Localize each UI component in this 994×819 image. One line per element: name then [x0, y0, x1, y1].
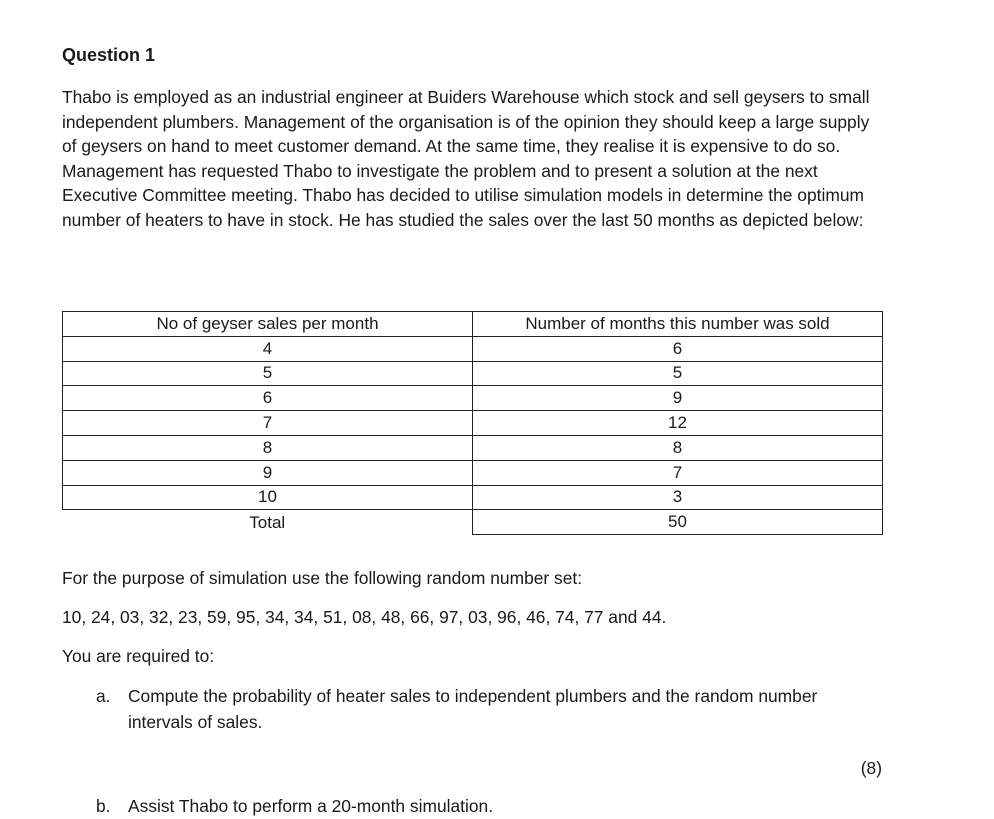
- table-row: [63, 386, 883, 411]
- sales-cell: 10: [63, 485, 473, 510]
- total-value: 50: [473, 510, 883, 535]
- total-label: Total: [249, 512, 286, 532]
- sales-cell: 9: [63, 460, 473, 485]
- table-row: [63, 361, 883, 386]
- months-cell: 7: [473, 460, 883, 485]
- table-row: [63, 435, 883, 460]
- table-total-row: [63, 510, 883, 535]
- sales-cell: 5: [63, 361, 473, 386]
- task-a-marker: a.: [96, 686, 111, 706]
- header-sales-per-month: No of geyser sales per month: [63, 312, 473, 337]
- months-cell: 3: [473, 485, 883, 510]
- task-b-marker: b.: [96, 796, 111, 816]
- task-a-marks: (8): [860, 758, 882, 778]
- header-months-sold: Number of months this number was sold: [473, 312, 883, 337]
- table-row: [63, 460, 883, 485]
- table-header-row: [63, 312, 883, 337]
- sales-table: [62, 311, 883, 535]
- months-cell: 9: [473, 386, 883, 411]
- months-cell: 8: [473, 435, 883, 460]
- task-b-text: Assist Thabo to perform a 20-month simulation.: [128, 796, 494, 816]
- required-heading: You are required to:: [62, 646, 215, 666]
- sales-cell: 6: [63, 386, 473, 411]
- months-cell: 6: [473, 336, 883, 361]
- table-row: [63, 411, 883, 436]
- sales-cell: 8: [63, 435, 473, 460]
- sales-cell: 4: [63, 336, 473, 361]
- table-row: [63, 336, 883, 361]
- task-a-text: Compute the probability of heater sales to independent plumbers and the random number intervals of sales.: [128, 686, 818, 732]
- table-row: [63, 485, 883, 510]
- random-set-intro: For the purpose of simulation use the following random number set:: [62, 568, 583, 588]
- question-intro: Thabo is employed as an industrial engineer at Buiders Warehouse which stock and sell geysers to small independent plumbers. Management of the organisation is of the opinion they should keep a large supply of geysers on hand to meet customer demand. At the same time, they realise it is expensive to do so. Management has requested Thabo to investigate the problem and to present a solution at the next Executive Committee meeting. Thabo has decided to utilise simulation models in determine the optimum number of heaters to have in stock. He has studied the sales over the last 50 months as depicted below:: [62, 87, 870, 230]
- question-title: Question 1: [62, 45, 156, 65]
- months-cell: 5: [473, 361, 883, 386]
- months-cell: 12: [473, 411, 883, 436]
- random-number-list: 10, 24, 03, 32, 23, 59, 95, 34, 34, 51, 08, 48, 66, 97, 03, 96, 46, 74, 77 and 44.: [62, 607, 667, 627]
- sales-cell: 7: [63, 411, 473, 436]
